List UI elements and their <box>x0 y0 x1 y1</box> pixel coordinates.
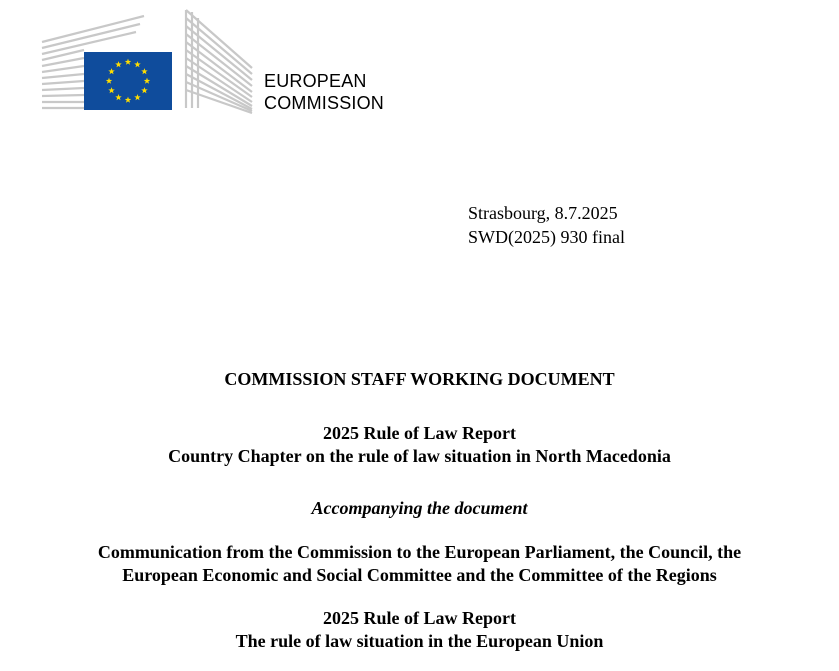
report-title-2: 2025 Rule of Law Report <box>323 608 516 628</box>
communication-line2: European Economic and Social Committee and the Committee of the Regions <box>122 565 717 585</box>
organization-name <box>264 70 384 114</box>
organization-line1: EUROPEAN <box>264 71 367 91</box>
place-date: Strasbourg, 8.7.2025 <box>468 203 618 223</box>
report-title: 2025 Rule of Law Report <box>323 423 516 443</box>
chapter-title: Country Chapter on the rule of law situation in North Macedonia <box>168 446 671 466</box>
communication-line1: Communication from the Commission to the European Parliament, the Council, the <box>97 542 742 562</box>
accompanying-label: Accompanying the document <box>311 498 528 518</box>
document-meta <box>468 201 625 249</box>
organization-line2: COMMISSION <box>264 93 385 113</box>
logo-building-right-icon <box>186 10 252 113</box>
document-type-title: COMMISSION STAFF WORKING DOCUMENT <box>224 369 615 389</box>
european-commission-logo <box>40 8 254 114</box>
document-reference: SWD(2025) 930 final <box>468 227 625 247</box>
report-subtitle-2: The rule of law situation in the European Union <box>235 631 604 651</box>
